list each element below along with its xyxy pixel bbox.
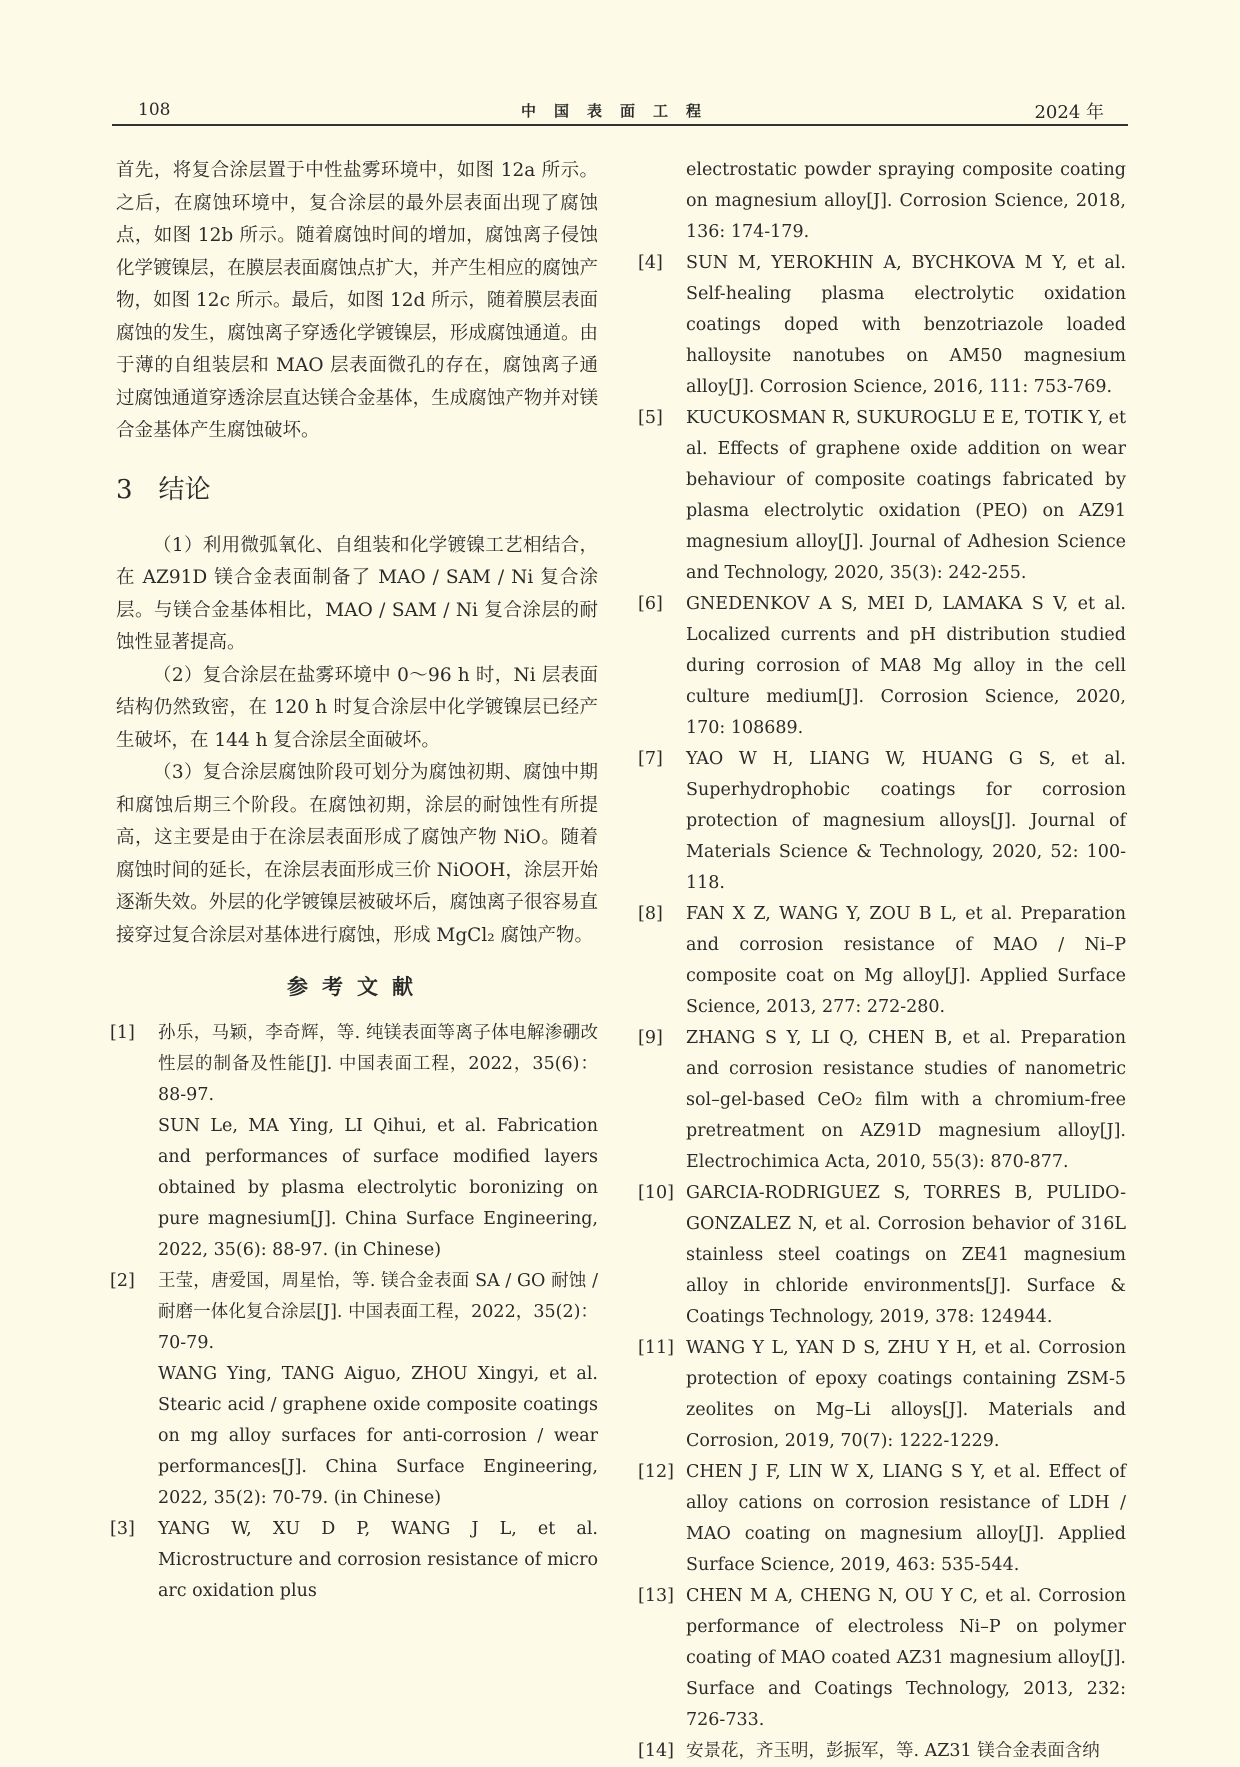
reference-number: [2]	[110, 1271, 135, 1291]
reference-text: KUCUKOSMAN R, SUKUROGLU E E, TOTIK Y, et al. Effects of graphene oxide addition on wear behaviour of composite coatings fabricated by plasma electrolytic oxidation (PEO) on AZ91 magnesium alloy[J]. Journal of Adhesion Science and Technology, 2020, 35(3): 242-255.	[686, 408, 1126, 583]
reference-item	[110, 1266, 598, 1359]
body-paragraph: 首先，将复合涂层置于中性盐雾环境中，如图 12a 所示。之后，在腐蚀环境中，复合涂层的最外层表面出现了腐蚀点，如图 12b 所示。随着腐蚀时间的增加，腐蚀离子侵蚀化学镀镍层，在膜层表面腐蚀点扩大，并产生相应的腐蚀产物，如图 12c 所示。最后，如图 12d 所示，随着膜层表面腐蚀的发生，腐蚀离子穿透化学镀镍层，形成腐蚀通道。由于薄的自组装层和 MAO 层表面微孔的存在，腐蚀离子通过腐蚀通道穿透涂层直达镁合金基体，生成腐蚀产物并对镁合金基体产生腐蚀破坏。	[116, 160, 598, 441]
reference-number: [10]	[638, 1183, 674, 1203]
reference-item	[110, 1018, 598, 1111]
conclusion-1: （1）利用微弧氧化、自组装和化学镀镍工艺相结合，在 AZ91D 镁合金表面制备了 MAO / SAM / Ni 复合涂层。与镁合金基体相比，MAO / SAM / Ni 复合涂层的耐蚀性显著提高。	[116, 534, 598, 653]
reference-number: [5]	[638, 408, 663, 428]
reference-item	[638, 1581, 1126, 1736]
reference-number: [8]	[638, 904, 663, 924]
reference-text: ZHANG S Y, LI Q, CHEN B, et al. Preparation and corrosion resistance studies of nanometric sol–gel-based CeO₂ film with a chromium-free pretreatment on AZ91D magnesium alloy[J]. Electrochimica Acta, 2010, 55(3): 870-877.	[686, 1028, 1126, 1172]
reference-translation: WANG Ying, TANG Aiguo, ZHOU Xingyi, et al. Stearic acid / graphene oxide composite coatings on mg alloy surfaces for anti-corrosion / wear performances[J]. China Surface Engineering, 2022, 35(2): 70-79. (in Chinese)	[158, 1364, 598, 1508]
reference-number: [3]	[110, 1519, 135, 1539]
reference-text: CHEN M A, CHENG N, OU Y C, et al. Corrosion performance of electroless Ni–P on polymer coating of MAO coated AZ31 magnesium alloy[J]. Surface and Coatings Technology, 2013, 232: 726-733.	[686, 1586, 1126, 1730]
reference-number: [1]	[110, 1023, 135, 1043]
reference-text: YAO W H, LIANG W, HUANG G S, et al. Superhydrophobic coatings for corrosion protection of magnesium alloys[J]. Journal of Materials Science & Technology, 2020, 52: 100-118.	[686, 749, 1126, 893]
conclusion-3: （3）复合涂层腐蚀阶段可划分为腐蚀初期、腐蚀中期和腐蚀后期三个阶段。在腐蚀初期，涂层的耐蚀性有所提高，这主要是由于在涂层表面形成了腐蚀产物 NiO。随着腐蚀时间的延长，在涂层表面形成三价 NiOOH，涂层开始逐渐失效。外层的化学镀镍层被破坏后，腐蚀离子很容易直接穿过复合涂层对基体进行腐蚀，形成 MgCl₂ 腐蚀产物。	[116, 762, 598, 946]
reference-text: FAN X Z, WANG Y, ZOU B L, et al. Preparation and corrosion resistance of MAO / Ni–P composite coat on Mg alloy[J]. Applied Surface Science, 2013, 277: 272-280.	[686, 904, 1126, 1017]
reference-item	[638, 248, 1126, 403]
reference-text: GARCIA-RODRIGUEZ S, TORRES B, PULIDO-GONZALEZ N, et al. Corrosion behavior of 316L stainless steel coatings on ZE41 magnesium alloy in chloride environments[J]. Surface & Coatings Technology, 2019, 378: 124944.	[686, 1183, 1126, 1327]
reference-item	[638, 1333, 1126, 1457]
reference-item	[638, 403, 1126, 589]
reference-text: CHEN J F, LIN W X, LIANG S Y, et al. Effect of alloy cations on corrosion resistance of LDH / MAO coating on magnesium alloy[J]. Applied Surface Science, 2019, 463: 535-544.	[686, 1462, 1126, 1575]
reference-item	[638, 899, 1126, 1023]
reference-item	[638, 1736, 1126, 1767]
reference-number: [11]	[638, 1338, 674, 1358]
reference-item	[110, 1514, 598, 1607]
reference-text: SUN M, YEROKHIN A, BYCHKOVA M Y, et al. Self-healing plasma electrolytic oxidation coatings doped with benzotriazole loaded halloysite nanotubes on AM50 magnesium alloy[J]. Corrosion Science, 2016, 111: 753-769.	[686, 253, 1126, 397]
header-rule	[112, 124, 1128, 126]
header-year: 2024 年	[1034, 102, 1104, 123]
reference-number: [13]	[638, 1586, 674, 1606]
reference-text: WANG Y L, YAN D S, ZHU Y H, et al. Corrosion protection of epoxy coatings containing ZSM-5 zeolites on Mg–Li alloys[J]. Materials and Corrosion, 2019, 70(7): 1222-1229.	[686, 1338, 1126, 1451]
reference-number: [14]	[638, 1741, 674, 1761]
reference-item	[638, 1023, 1126, 1178]
section-heading	[116, 470, 598, 510]
reference-text: YANG W, XU D P, WANG J L, et al. Microstructure and corrosion resistance of micro arc oxidation plus	[158, 1519, 598, 1601]
running-header	[112, 94, 1128, 124]
reference-number: [7]	[638, 749, 663, 769]
conclusion-2: （2）复合涂层在盐雾环境中 0～96 h 时，Ni 层表面结构仍然致密，在 120 h 时复合涂层中化学镀镍层已经产生破坏，在 144 h 复合涂层全面破坏。	[116, 664, 598, 751]
reference-number: [6]	[638, 594, 663, 614]
right-column	[638, 155, 1126, 1767]
reference-text: GNEDENKOV A S, MEI D, LAMAKA S V, et al. Localized currents and pH distribution studied during corrosion of MA8 Mg alloy in the cell culture medium[J]. Corrosion Science, 2020, 170: 108689.	[686, 594, 1126, 738]
reference-text: electrostatic powder spraying composite coating on magnesium alloy[J]. Corrosion Science, 2018, 136: 174-179.	[686, 160, 1126, 242]
left-column	[110, 155, 598, 1607]
section-title: 结论	[158, 474, 211, 505]
reference-item	[638, 744, 1126, 899]
reference-number: [4]	[638, 253, 663, 273]
reference-item	[638, 589, 1126, 744]
reference-text: 孙乐，马颖，李奇辉，等. 纯镁表面等离子体电解渗硼改性层的制备及性能[J]. 中国表面工程，2022，35(6)：88-97.	[158, 1023, 598, 1105]
references-heading: 参考文献	[287, 974, 427, 999]
reference-item	[638, 1178, 1126, 1333]
page-number: 108	[138, 100, 171, 120]
journal-name: 中国表面工程	[520, 102, 719, 120]
reference-text: 安景花，齐玉明，彭振军，等. AZ31 镁合金表面含纳	[686, 1741, 1100, 1761]
reference-translation: SUN Le, MA Ying, LI Qihui, et al. Fabrication and performances of surface modified layers obtained by plasma electrolytic boronizing on pure magnesium[J]. China Surface Engineering, 2022, 35(6): 88-97. (in Chinese)	[158, 1116, 598, 1260]
reference-number: [12]	[638, 1462, 674, 1482]
reference-number: [9]	[638, 1028, 663, 1048]
section-number: 3	[116, 474, 133, 505]
reference-text: 王莹，唐爱国，周星怡，等. 镁合金表面 SA / GO 耐蚀 / 耐磨一体化复合涂层[J]. 中国表面工程，2022，35(2)：70-79.	[158, 1271, 598, 1353]
reference-continuation	[642, 155, 1126, 248]
reference-item	[638, 1457, 1126, 1581]
